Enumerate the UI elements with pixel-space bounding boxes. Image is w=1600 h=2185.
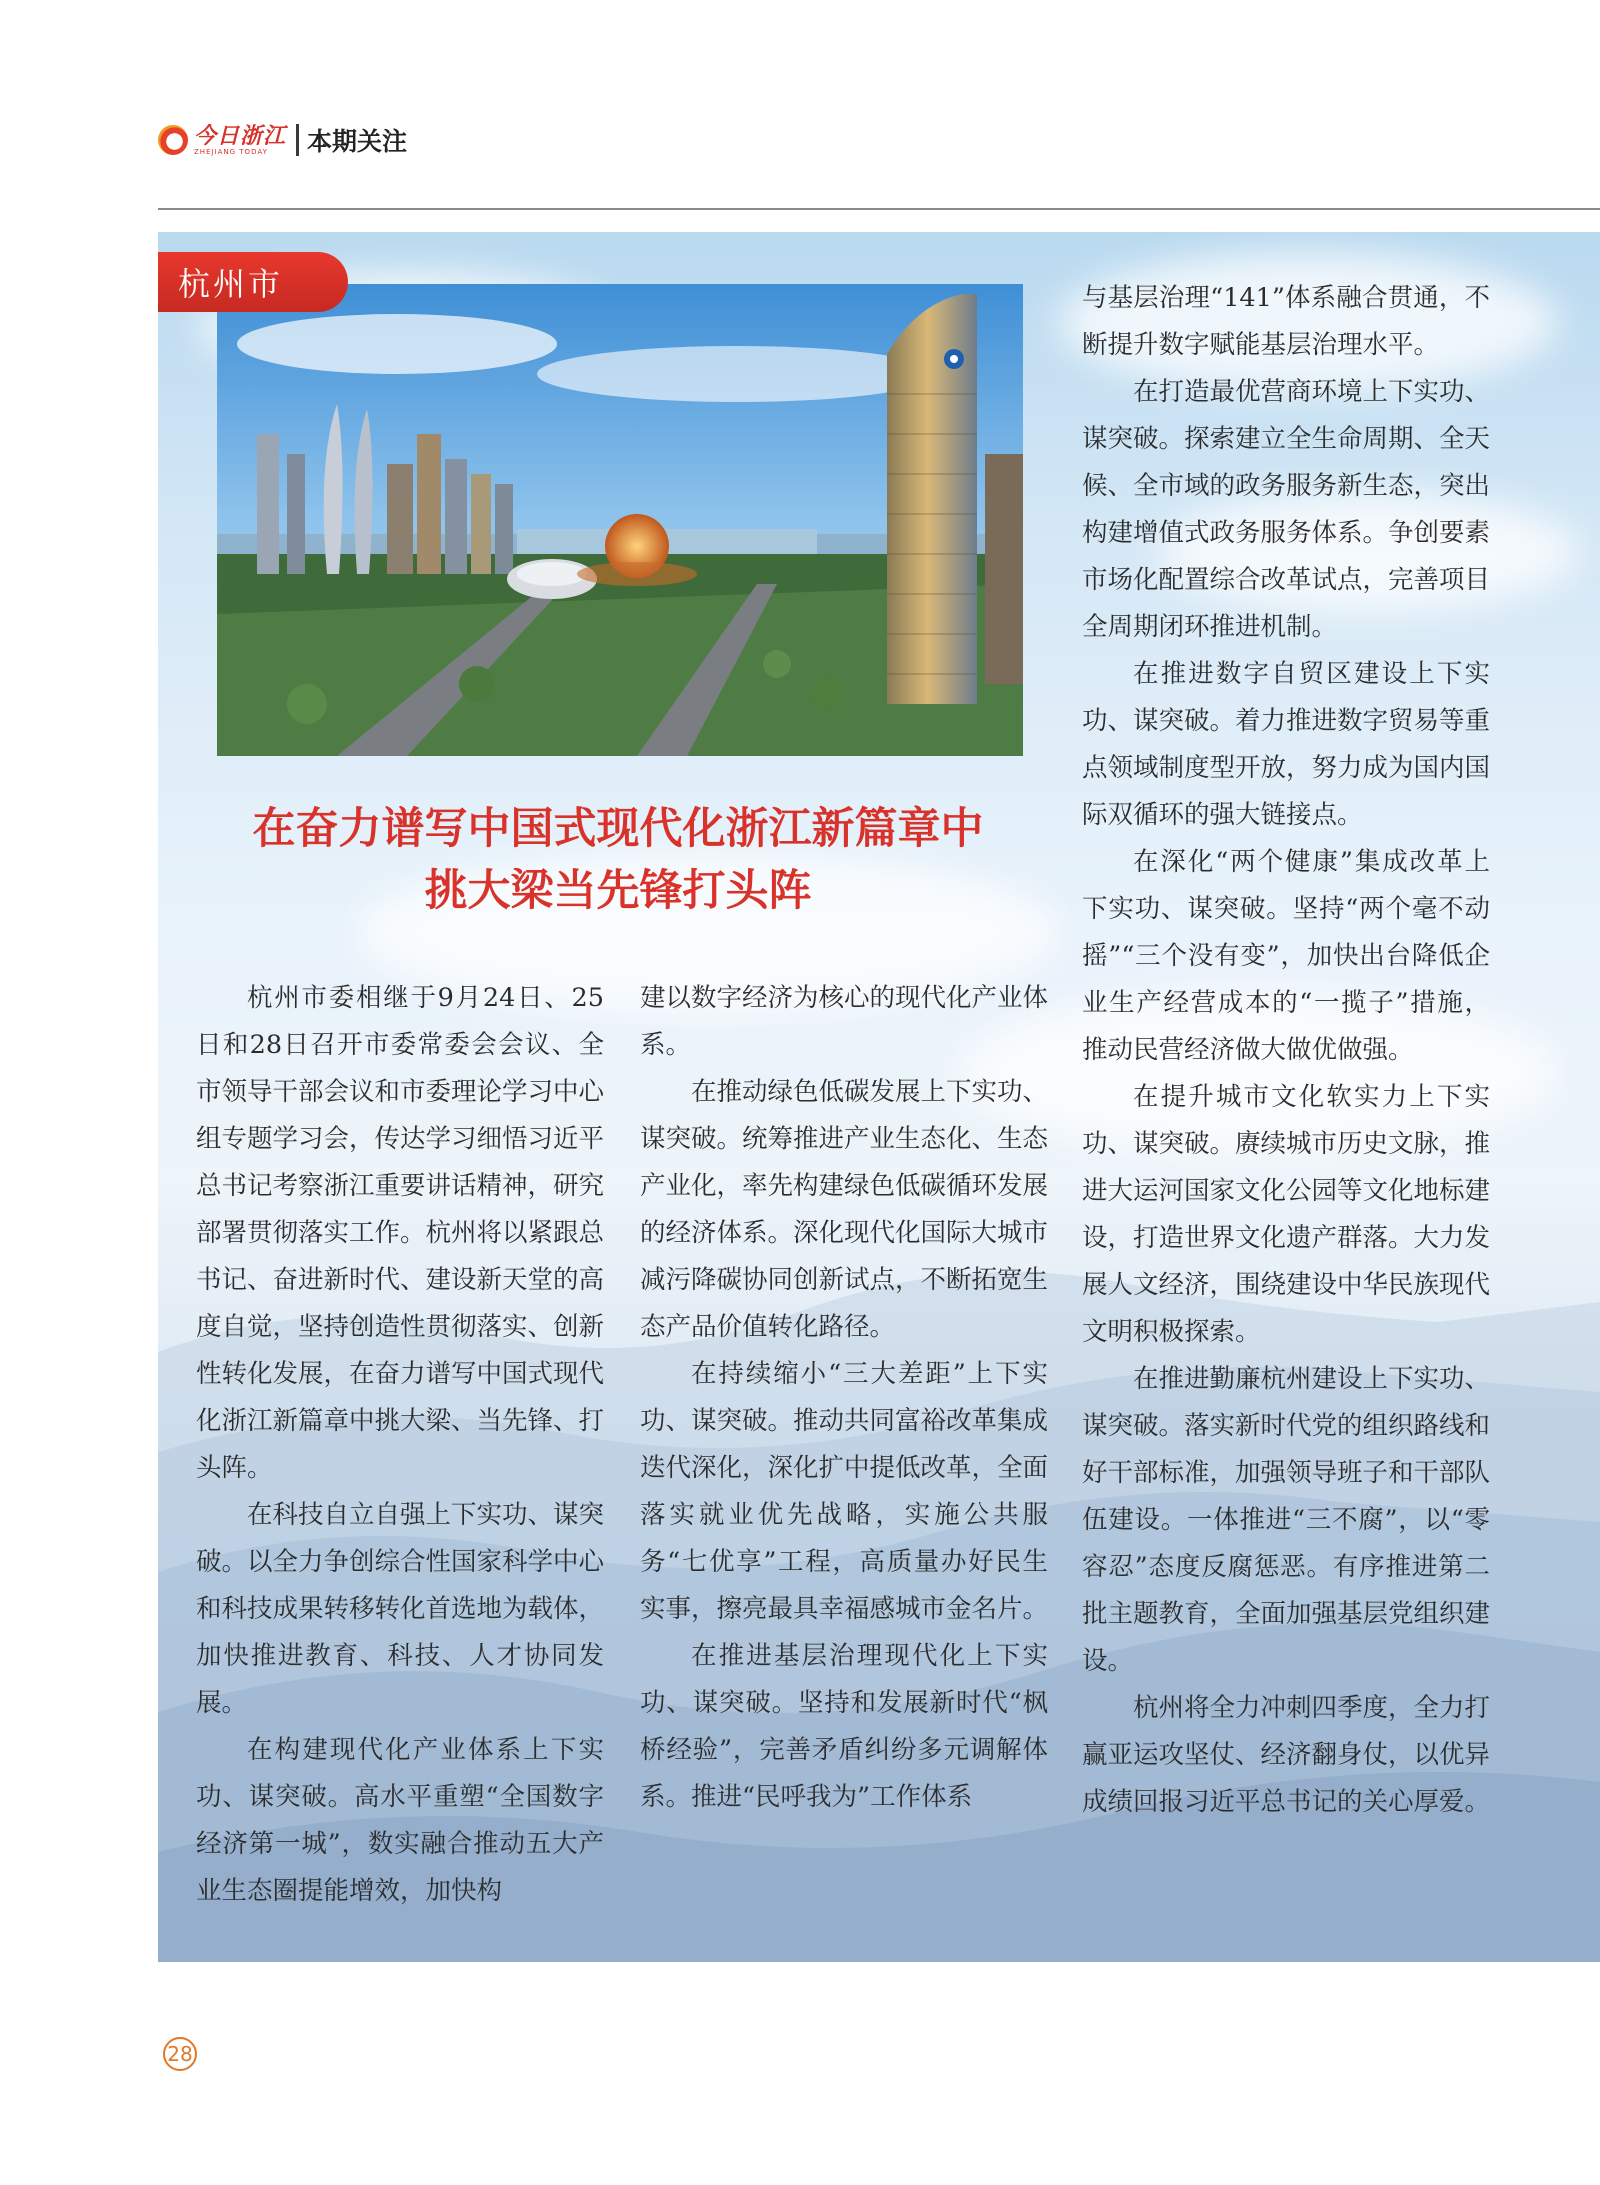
paragraph: 在推进基层治理现代化上下实功、谋突破。坚持和发展新时代“枫桥经验”，完善矛盾纠纷多元调解体系。推进“民呼我为”工作体系 <box>640 1641 1048 1812</box>
paragraph: 在持续缩小“三大差距”上下实功、谋突破。推动共同富裕改革集成迭代深化，深化扩中提低改革，全面落实就业优先战略，实施公共服务“七优享”工程，高质量办好民生实事，擦亮最具幸福感城市金名片。 <box>640 1359 1049 1624</box>
article-column-right <box>1082 275 1490 1826</box>
section-label: 本期关注 <box>307 127 408 156</box>
logo-english: ZHEJIANG TODAY <box>194 147 268 156</box>
paragraph: 在深化“两个健康”集成改革上下实功、谋突破。坚持“两个毫不动摇”“三个没有变”，加快出台降低企业生产经营成本的“一揽子”措施，推动民营经济做大做优做强。 <box>1082 847 1490 1065</box>
magazine-logo <box>194 122 287 156</box>
section-divider <box>296 124 299 156</box>
magazine-logo-icon <box>158 125 188 155</box>
article-headline <box>178 798 1058 922</box>
masthead <box>158 118 407 162</box>
hangzhou-skyline-photo <box>217 284 1023 756</box>
paragraph: 在推进数字自贸区建设上下实功、谋突破。着力推进数字贸易等重点领域制度型开放，努力成为国内国际双循环的强大链接点。 <box>1082 659 1491 830</box>
skyline-illustration-icon <box>217 284 1023 756</box>
paragraph: 在构建现代化产业体系上下实功、谋突破。高水平重塑“全国数字经济第一城”，数实融合推动五大产业生态圈提能增效，加快构 <box>196 1735 604 1906</box>
article-column-left <box>196 975 604 1915</box>
paragraph: 杭州市委相继于9月24日、25日和28日召开市委常委会会议、全市领导干部会议和市委理论学习中心组专题学习会，传达学习细悟习近平总书记考察浙江重要讲话精神，研究部署贯彻落实工作。杭州将以紧跟总书记、奋进新时代、建设新天堂的高度自觉，坚持创造性贯彻落实、创新性转化发展，在奋力谱写中国式现代化浙江新篇章中挑大梁、当先锋、打头阵。 <box>196 983 605 1483</box>
paragraph: 建以数字经济为核心的现代化产业体系。 <box>640 983 1049 1060</box>
paragraph: 杭州将全力冲刺四季度，全力打赢亚运攻坚仗、经济翻身仗，以优异成绩回报习近平总书记的关心厚爱。 <box>1082 1693 1491 1817</box>
paragraph: 与基层治理“141”体系融合贯通，不断提升数字赋能基层治理水平。 <box>1082 283 1490 360</box>
paragraph: 在科技自立自强上下实功、谋突破。以全力争创综合性国家科学中心和科技成果转移转化首选地为载体，加快推进教育、科技、人才协同发展。 <box>196 1500 605 1718</box>
paragraph: 在打造最优营商环境上下实功、谋突破。探索建立全生命周期、全天候、全市域的政务服务新生态，突出构建增值式政务服务体系。争创要素市场化配置综合改革试点，完善项目全周期闭环推进机制。 <box>1082 377 1491 642</box>
paragraph: 在推进勤廉杭州建设上下实功、谋突破。落实新时代党的组织路线和好干部标准，加强领导班子和干部队伍建设。一体推进“三不腐”，以“零容忍”态度反腐惩恶。有序推进第二批主题教育，全面加强基层党组织建设。 <box>1082 1364 1491 1676</box>
city-tag: 杭州市 <box>158 252 348 312</box>
paragraph: 在推动绿色低碳发展上下实功、谋突破。统筹推进产业生态化、生态产业化，率先构建绿色低碳循环发展的经济体系。深化现代化国际大城市减污降碳协同创新试点，不断拓宽生态产品价值转化路径。 <box>640 1077 1049 1342</box>
headline-line-1: 在奋力谱写中国式现代化浙江新篇章中 <box>252 804 984 854</box>
page-number: 28 <box>163 2037 197 2071</box>
article-column-middle <box>640 975 1048 1821</box>
headline-line-2: 挑大梁当先锋打头阵 <box>424 866 812 916</box>
logo-chinese: 今日浙江 <box>194 122 287 149</box>
header-rule <box>158 208 1600 210</box>
paragraph: 在提升城市文化软实力上下实功、谋突破。赓续城市历史文脉，推进大运河国家文化公园等文化地标建设，打造世界文化遗产群落。大力发展人文经济，围绕建设中华民族现代文明积极探索。 <box>1082 1082 1491 1347</box>
